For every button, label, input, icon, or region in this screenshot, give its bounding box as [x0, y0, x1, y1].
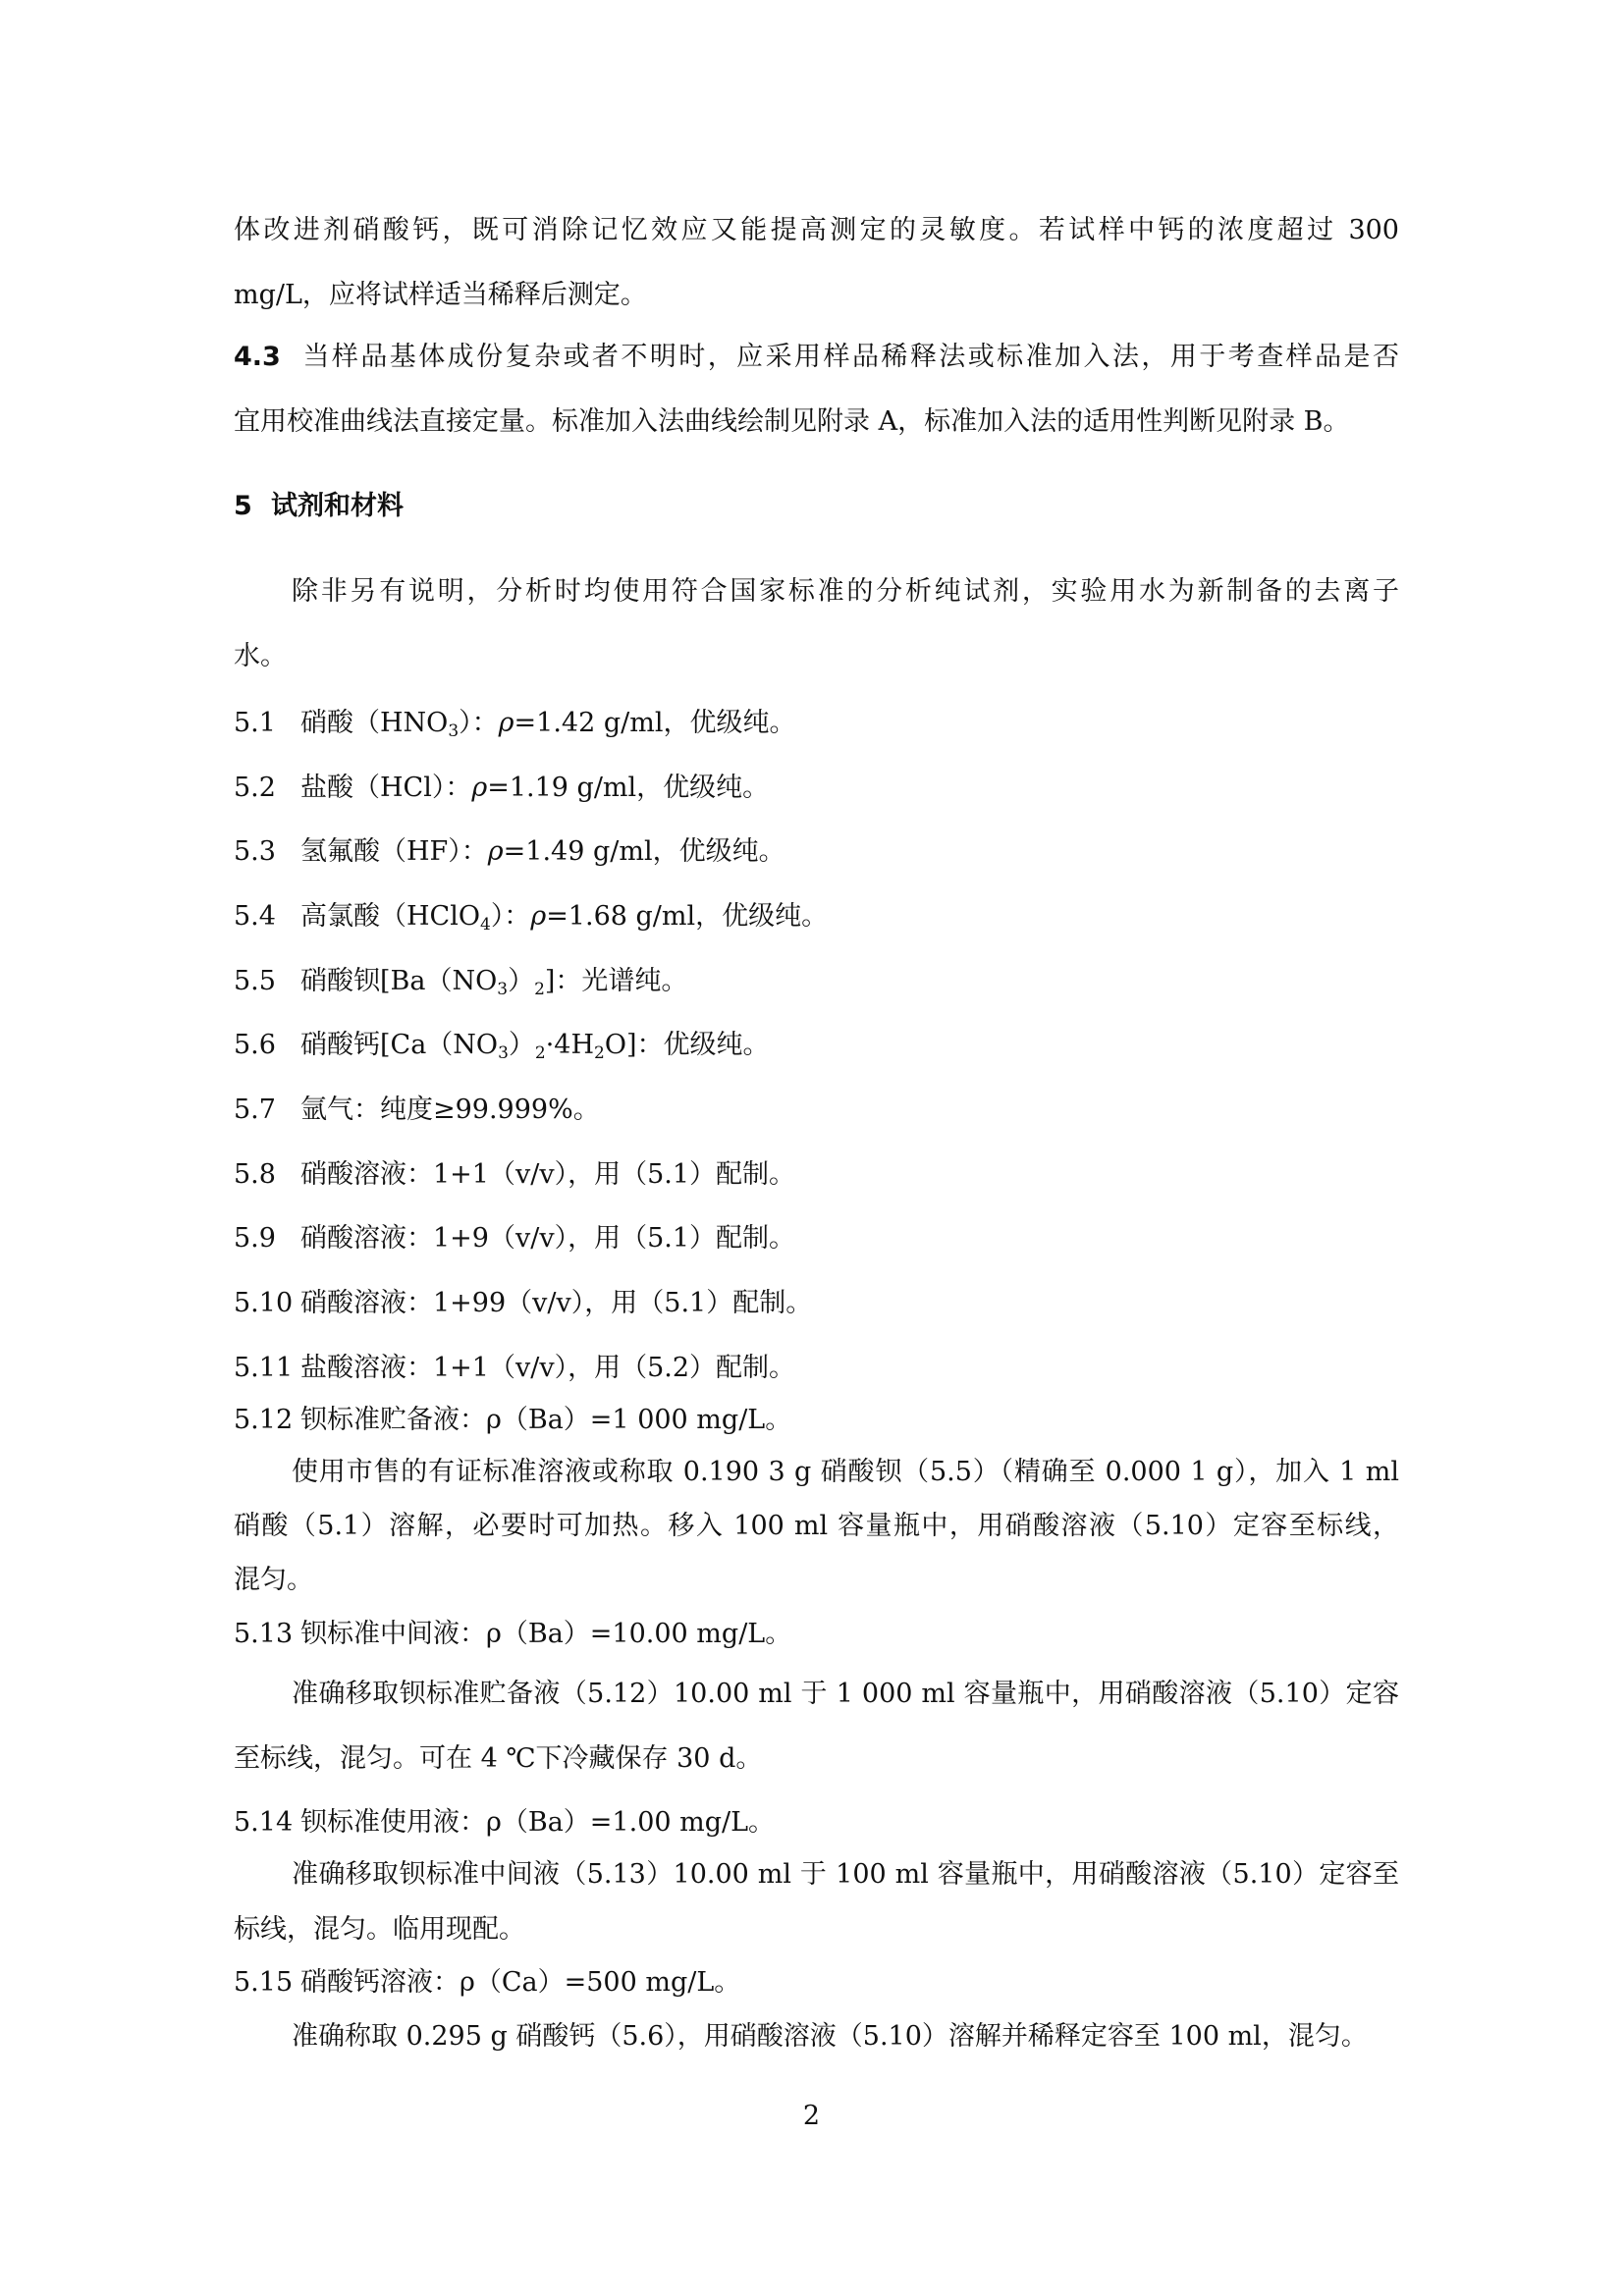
item-text: =1.68 g/ml，优级纯。: [546, 901, 829, 932]
subscript: 3: [448, 721, 460, 741]
list-item-5-3: [234, 834, 1399, 870]
list-item-5-13: [234, 1617, 1399, 1652]
paragraph-line: 使用市售的有证标准溶液或称取 0.190 3 g 硝酸钡（5.5）（精确至 0.000 1 g），加入 1 ml: [292, 1457, 1399, 1487]
item-number: 5.1: [234, 708, 276, 738]
item-text: 钡标准贮备液：ρ（Ba）=1 000 mg/L。: [300, 1405, 792, 1435]
item-number: 5.11: [234, 1353, 294, 1383]
list-item-5-6: [234, 1028, 1399, 1063]
item-text: 盐酸（HCl）：: [300, 773, 472, 803]
item-number: 5.9: [234, 1223, 276, 1254]
clause-4-3-line1: [234, 340, 1399, 375]
item-text: ）：: [459, 708, 499, 738]
item-number: 5.15: [234, 1967, 294, 1998]
subscript: 3: [498, 1043, 509, 1063]
item-text: 钡标准中间液：ρ（Ba）=10.00 mg/L。: [300, 1619, 792, 1649]
item-number: 5.5: [234, 966, 276, 996]
item-text: ）: [508, 966, 535, 996]
rho-symbol: ρ: [530, 901, 547, 932]
subscript: 2: [534, 980, 545, 999]
item-number: 5.6: [234, 1030, 276, 1060]
subscript: 4: [479, 915, 491, 934]
clause-number: 4.3: [234, 342, 281, 372]
item-text: 硝酸溶液：1+99（v/v），用（5.1）配制。: [300, 1288, 813, 1318]
paragraph-line: 标线，混匀。临用现配。: [234, 1914, 525, 1945]
paragraph-line: mg/L，应将试样适当稀释后测定。: [234, 280, 647, 310]
list-item-5-15: [234, 1965, 1399, 2001]
list-item-5-10: [234, 1286, 1399, 1321]
item-text: ）: [508, 1030, 535, 1060]
clause-text: 当样品基体成份复杂或者不明时，应采用样品稀释法或标准加入法，用于考查样品是否: [300, 342, 1399, 372]
paragraph-line: 混匀。: [234, 1565, 313, 1595]
paragraph-line: 体改进剂硝酸钙，既可消除记忆效应又能提高测定的灵敏度。若试样中钙的浓度超过 300: [234, 215, 1399, 245]
rho-symbol: ρ: [498, 708, 514, 738]
section-intro-line2: 水。: [234, 641, 287, 671]
item-text: 硝酸钡[Ba（NO: [300, 966, 498, 996]
item-text: 高氯酸（HClO: [300, 901, 480, 932]
item-text: ]：光谱纯。: [544, 966, 688, 996]
item-text: 硝酸溶液：1+1（v/v），用（5.1）配制。: [300, 1159, 796, 1190]
subscript: 2: [534, 1043, 546, 1063]
list-item-5-12: [234, 1403, 1399, 1438]
list-item-5-2: [234, 771, 1399, 806]
item-text: 硝酸溶液：1+9（v/v），用（5.1）配制。: [300, 1223, 796, 1254]
item-number: 5.12: [234, 1405, 294, 1435]
item-number: 5.7: [234, 1095, 276, 1125]
paragraph-line: 硝酸（5.1）溶解，必要时可加热。移入 100 ml 容量瓶中，用硝酸溶液（5.10）定容至标线，: [234, 1511, 1399, 1541]
item-text: =1.19 g/ml，优级纯。: [487, 773, 770, 803]
item-number: 5.3: [234, 836, 276, 867]
item-text: ）：: [490, 901, 531, 932]
rho-symbol: ρ: [471, 773, 488, 803]
page-number: 2: [802, 2101, 821, 2131]
paragraph-line: 准确移取钡标准中间液（5.13）10.00 ml 于 100 ml 容量瓶中，用硝酸溶液（5.10）定容至: [292, 1859, 1399, 1890]
rho-symbol: ρ: [487, 836, 504, 867]
section-heading: [234, 489, 1399, 524]
paragraph-line: 准确称取 0.295 g 硝酸钙（5.6），用硝酸溶液（5.10）溶解并稀释定容至 100 ml，混匀。: [292, 2021, 1368, 2052]
item-text: =1.42 g/ml，优级纯。: [514, 708, 796, 738]
item-number: 5.10: [234, 1288, 294, 1318]
item-number: 5.8: [234, 1159, 276, 1190]
subscript: 3: [497, 980, 509, 999]
section-title: 试剂和材料: [271, 491, 404, 521]
item-text: 盐酸溶液：1+1（v/v），用（5.2）配制。: [300, 1353, 796, 1383]
section-number: 5: [234, 491, 252, 521]
item-number: 5.13: [234, 1619, 294, 1649]
list-item-5-14: [234, 1805, 1399, 1841]
list-item-5-4: [234, 899, 1399, 934]
item-text: 钡标准使用液：ρ（Ba）=1.00 mg/L。: [300, 1807, 776, 1838]
item-text: O]：优级纯。: [604, 1030, 770, 1060]
item-number: 5.2: [234, 773, 276, 803]
paragraph-line: 至标线，混匀。可在 4 ℃下冷藏保存 30 d。: [234, 1743, 763, 1774]
item-text: 氩气：纯度≥99.999%。: [300, 1095, 600, 1125]
item-number: 5.4: [234, 901, 276, 932]
item-text: 氢氟酸（HF）：: [300, 836, 488, 867]
item-text: 硝酸钙溶液：ρ（Ca）=500 mg/L。: [300, 1967, 741, 1998]
list-item-5-5: [234, 964, 1399, 999]
list-item-5-8: [234, 1157, 1399, 1193]
list-item-5-9: [234, 1221, 1399, 1256]
list-item-5-11: [234, 1351, 1399, 1386]
list-item-5-1: [234, 706, 1399, 741]
list-item-5-7: [234, 1093, 1399, 1128]
subscript: 2: [594, 1043, 605, 1063]
item-text: ·4H: [545, 1030, 595, 1060]
clause-4-3-line2: 宜用校准曲线法直接定量。标准加入法曲线绘制见附录 A，标准加入法的适用性判断见附录 B。: [234, 406, 1350, 437]
item-number: 5.14: [234, 1807, 294, 1838]
item-text: =1.49 g/ml，优级纯。: [503, 836, 785, 867]
paragraph-line: 准确移取钡标准贮备液（5.12）10.00 ml 于 1 000 ml 容量瓶中，用硝酸溶液（5.10）定容: [292, 1679, 1399, 1709]
item-text: 硝酸钙[Ca（NO: [300, 1030, 499, 1060]
item-text: 硝酸（HNO: [300, 708, 449, 738]
section-intro-line1: 除非另有说明，分析时均使用符合国家标准的分析纯试剂，实验用水为新制备的去离子: [292, 576, 1399, 607]
